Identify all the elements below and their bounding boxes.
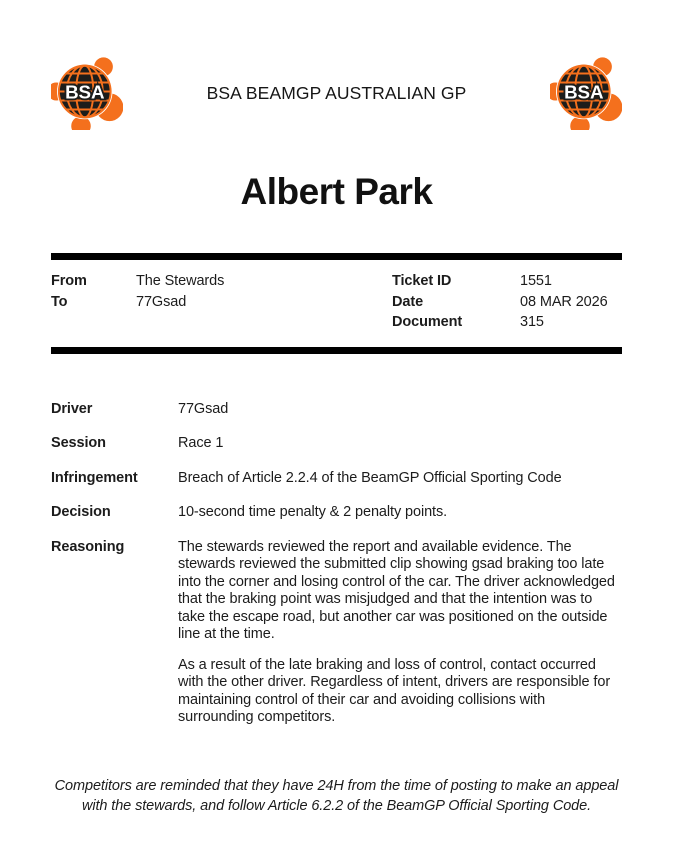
decision-label: Decision (51, 504, 111, 520)
session-label: Session (51, 435, 106, 451)
meta-correspondents (51, 271, 392, 333)
bsa-logo-icon (550, 56, 622, 130)
appeal-notice: Competitors are reminded that they have 24H from the time of posting to make an appeal with the stewards, and follow Article 6.2.2 of the BeamGP Official Sporting Code. (54, 778, 619, 814)
field-row-reasoning (51, 539, 622, 727)
field-row-driver (51, 401, 622, 419)
date-label: Date (392, 293, 424, 310)
infringement-value: Breach of Article 2.2.4 of the BeamGP Official Sporting Code (178, 469, 562, 486)
meta-row-ticket-id (392, 271, 622, 292)
from-value: The Stewards (136, 273, 225, 289)
field-row-decision (51, 504, 622, 522)
meta-document-info (392, 271, 622, 333)
svg-text:BSA: BSA (65, 81, 105, 103)
to-label: To (51, 293, 68, 310)
meta-row-from (51, 271, 392, 292)
reasoning-value (178, 539, 622, 727)
document-header (51, 0, 622, 130)
field-row-infringement (51, 470, 622, 488)
meta-band (51, 253, 622, 354)
session-value: Race 1 (178, 435, 224, 451)
page-title: Albert Park (240, 171, 433, 212)
date-value: 08 MAR 2026 (520, 293, 608, 310)
decision-value: 10-second time penalty & 2 penalty points. (178, 504, 448, 520)
driver-label: Driver (51, 400, 93, 417)
event-title: BSA BEAMGP AUSTRALIAN GP (206, 82, 467, 103)
document-value: 315 (520, 314, 544, 330)
svg-text:BSA: BSA (564, 81, 604, 103)
reasoning-label: Reasoning (51, 538, 125, 555)
meta-row-to (51, 292, 392, 313)
meta-row-document (392, 312, 622, 333)
to-value: 77Gsad (136, 293, 187, 310)
ticket-id-value: 1551 (520, 273, 552, 289)
decision-fields (51, 401, 622, 727)
driver-value: 77Gsad (178, 400, 229, 417)
infringement-label: Infringement (51, 469, 138, 486)
document-label: Document (392, 314, 463, 330)
from-label: From (51, 273, 87, 289)
field-row-session (51, 435, 622, 453)
bsa-logo-icon (51, 56, 123, 130)
meta-row-date (392, 292, 622, 313)
ticket-id-label: Ticket ID (392, 273, 452, 289)
reasoning-paragraph: As a result of the late braking and loss of control, contact occurred with the other driver. Regardless of intent, drivers are responsible for maintaining control of their car and avoiding collisions with surrounding competitors. (178, 656, 611, 725)
reasoning-paragraph: The stewards reviewed the report and available evidence. The stewards reviewed the submitted clip showing gsad braking too late into the corner and losing control of the car. The driver acknowledged that the braking point was misjudged and that the intention was to take the escape road, but another car was positioned on the outside line at the time. (178, 538, 615, 642)
